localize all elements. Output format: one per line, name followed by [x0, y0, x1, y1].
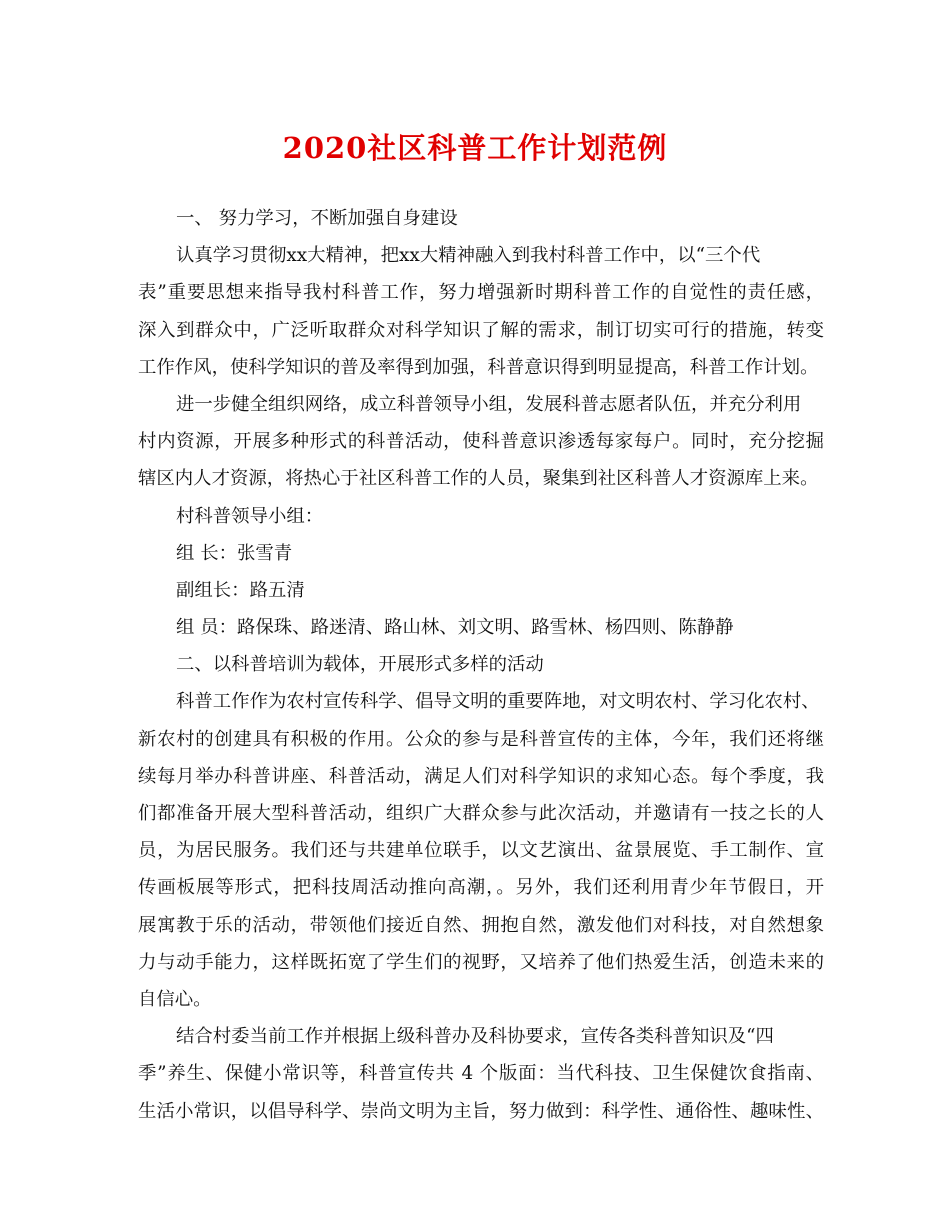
paragraph-line: 新农村的创建具有积极的作用。公众的参与是科普宣传的主体，今年，我们还将继: [138, 728, 824, 750]
paragraph-line: 结合村委当前工作并根据上级科普办及科协要求，宣传各类科普知识及“四: [176, 1026, 774, 1048]
paragraph-line: 工作作风，使科学知识的普及率得到加强，科普意识得到明显提高，科普工作计划。: [138, 356, 819, 378]
paragraph-line: 村内资源，开展多种形式的科普活动，使科普意识渗透每家每户。同时，充分挖掘: [138, 431, 824, 453]
group-deputy-leader: 副组长：路五清: [176, 579, 305, 601]
paragraph-line: 自信心。: [138, 988, 212, 1010]
paragraph-line: 深入到群众中，广泛听取群众对科学知识了解的需求，制订切实可行的措施，转变: [138, 319, 824, 341]
paragraph-line: 科普工作作为农村宣传科学、倡导文明的重要阵地，对文明农村、学习化农村、: [176, 691, 820, 713]
paragraph-line: 进一步健全组织网络，成立科普领导小组，发展科普志愿者队伍，并充分利用: [176, 393, 802, 415]
group-leader: 组 长：张雪青: [176, 542, 293, 564]
paragraph-line: 传画板展等形式，把科技周活动推向高潮，。另外，我们还利用青少年节假日，开: [138, 877, 824, 899]
document-title: 2020社区科普工作计划范例: [282, 131, 668, 165]
document-body: [138, 200, 824, 1130]
paragraph-line: 表”重要思想来指导我村科普工作，努力增强新时期科普工作的自觉性的责任感，: [138, 282, 824, 304]
section-heading-2: 二、以科普培训为载体，开展形式多样的活动: [176, 654, 544, 676]
paragraph-line: 们都准备开展大型科普活动，组织广大群众参与此次活动，并邀请有一技之长的人: [138, 803, 824, 824]
paragraph-line: 员，为居民服务。我们还与共建单位联手，以文艺演出、盆景展览、手工制作、宣: [138, 840, 824, 862]
group-heading: 村科普领导小组：: [176, 505, 324, 527]
paragraph-line: 辖区内人才资源，将热心于社区科普工作的人员，聚集到社区科普人才资源库上来。: [138, 468, 819, 490]
paragraph-line: 续每月举办科普讲座、科普活动，满足人们对科学知识的求知心态。每个季度，我: [138, 765, 824, 787]
paragraph-line: 展寓教于乐的活动，带领他们接近自然、拥抱自然，激发他们对科技，对自然想象: [138, 914, 824, 936]
group-members: 组 员：路保珠、路迷清、路山林、刘文明、路雪林、杨四则、陈静静: [176, 617, 734, 639]
paragraph-line: 认真学习贯彻xx大精神，把xx大精神融入到我村科普工作中，以“三个代: [176, 245, 761, 267]
section-heading-1: 一、 努力学习，不断加强自身建设: [176, 208, 458, 229]
paragraph-line: 生活小常识，以倡导科学、崇尚文明为主旨，努力做到：科学性、通俗性、趣味性、: [138, 1100, 824, 1122]
paragraph-line: 力与动手能力，这样既拓宽了学生们的视野，又培养了他们热爱生活，创造未来的: [138, 951, 824, 973]
paragraph-line: 季”养生、保健小常识等，科普宣传共 4 个版面：当代科技、卫生保健饮食指南、: [138, 1063, 824, 1085]
